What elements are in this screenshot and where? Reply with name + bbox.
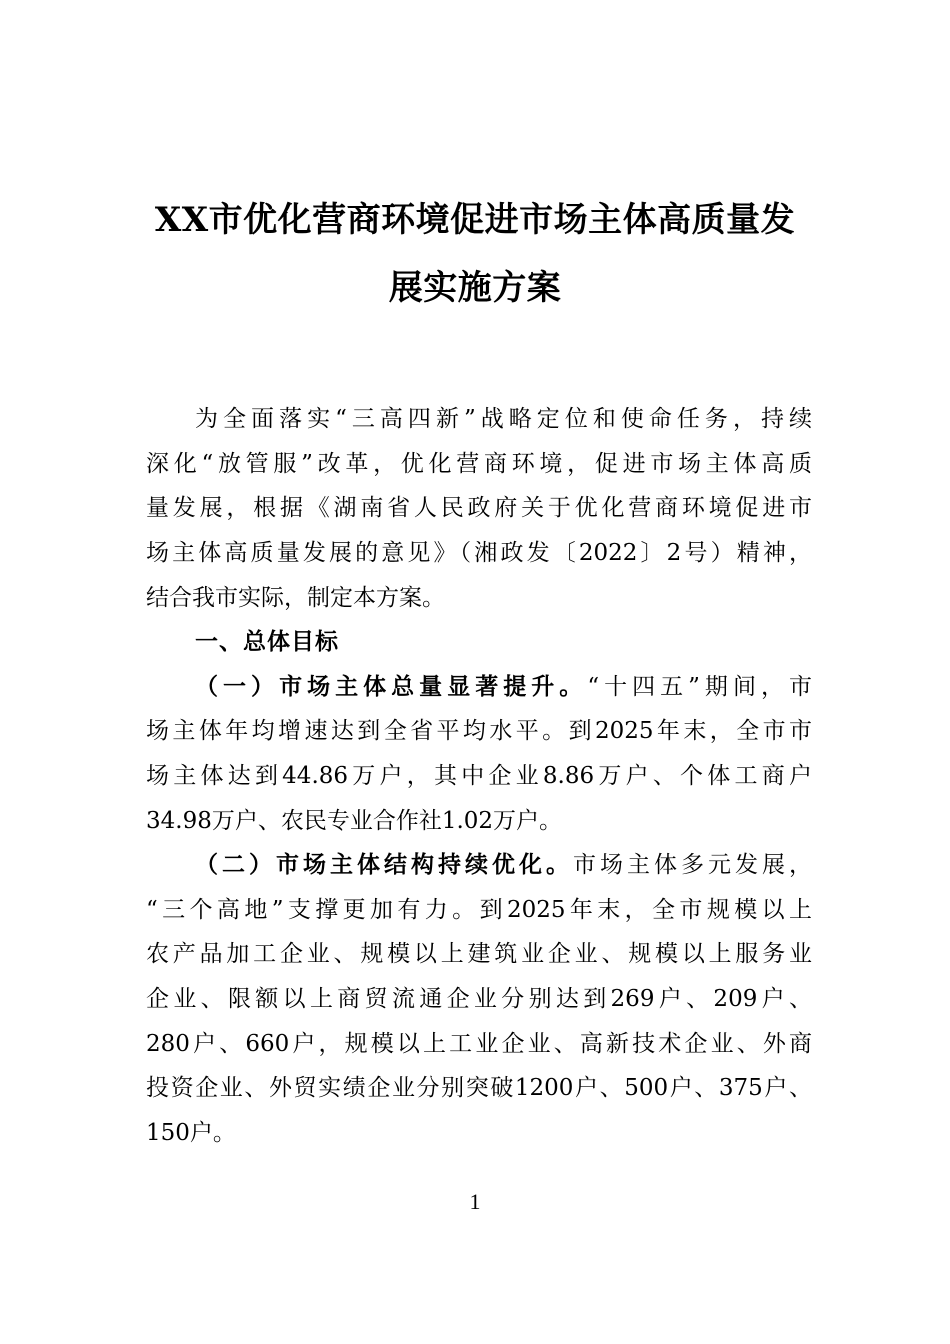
- document-title-line-1: XX市优化营商环境促进市场主体高质量发: [154, 200, 796, 240]
- intro-line-2: 深化“放管服”改革，优化营商环境，促进市场主体高质: [146, 451, 812, 477]
- item1-line-3: 场主体达到44.86万户，其中企业8.86万户、个体工商户: [146, 763, 812, 789]
- item2-line-2: “三个高地”支撑更加有力。到2025年末，全市规模以上: [146, 897, 812, 923]
- item2-line-4: 企业、限额以上商贸流通企业分别达到269户、209户、: [146, 986, 812, 1012]
- page-number: 1: [469, 1189, 481, 1214]
- section-heading-overall-goals: 一、总体目标: [195, 629, 339, 655]
- item1-lead: （一）市场主体总量显著提升。: [195, 674, 588, 700]
- intro-line-1: 为全面落实“三高四新”战略定位和使命任务，持续: [195, 406, 812, 432]
- item2-line-6: 投资企业、外贸实绩企业分别突破1200户、500户、375户、: [146, 1075, 812, 1101]
- item2-first-line-rest: 市场主体多元发展，: [573, 852, 812, 878]
- item1-first-line: [195, 671, 812, 703]
- item2-line-5: 280户、660户，规模以上工业企业、高新技术企业、外商: [146, 1031, 812, 1057]
- item1-first-line-rest: “十四五”期间，市: [587, 674, 812, 700]
- item2-first-line: [195, 849, 812, 881]
- intro-line-3: 量发展，根据《湖南省人民政府关于优化营商环境促进市: [146, 495, 812, 521]
- item2-lead: （二）市场主体结构持续优化。: [195, 852, 573, 878]
- intro-line-4: 场主体高质量发展的意见》（湘政发〔2022〕2号）精神，: [146, 540, 812, 566]
- item2-line-7: 150户。: [146, 1120, 236, 1146]
- intro-line-5: 结合我市实际，制定本方案。: [146, 585, 445, 611]
- document-title-line-2: 展实施方案: [388, 268, 562, 308]
- item1-line-4: 34.98万户、农民专业合作社1.02万户。: [146, 808, 563, 834]
- item2-line-3: 农产品加工企业、规模以上建筑业企业、规模以上服务业: [146, 941, 812, 967]
- item1-line-2: 场主体年均增速达到全省平均水平。到2025年末，全市市: [146, 718, 812, 744]
